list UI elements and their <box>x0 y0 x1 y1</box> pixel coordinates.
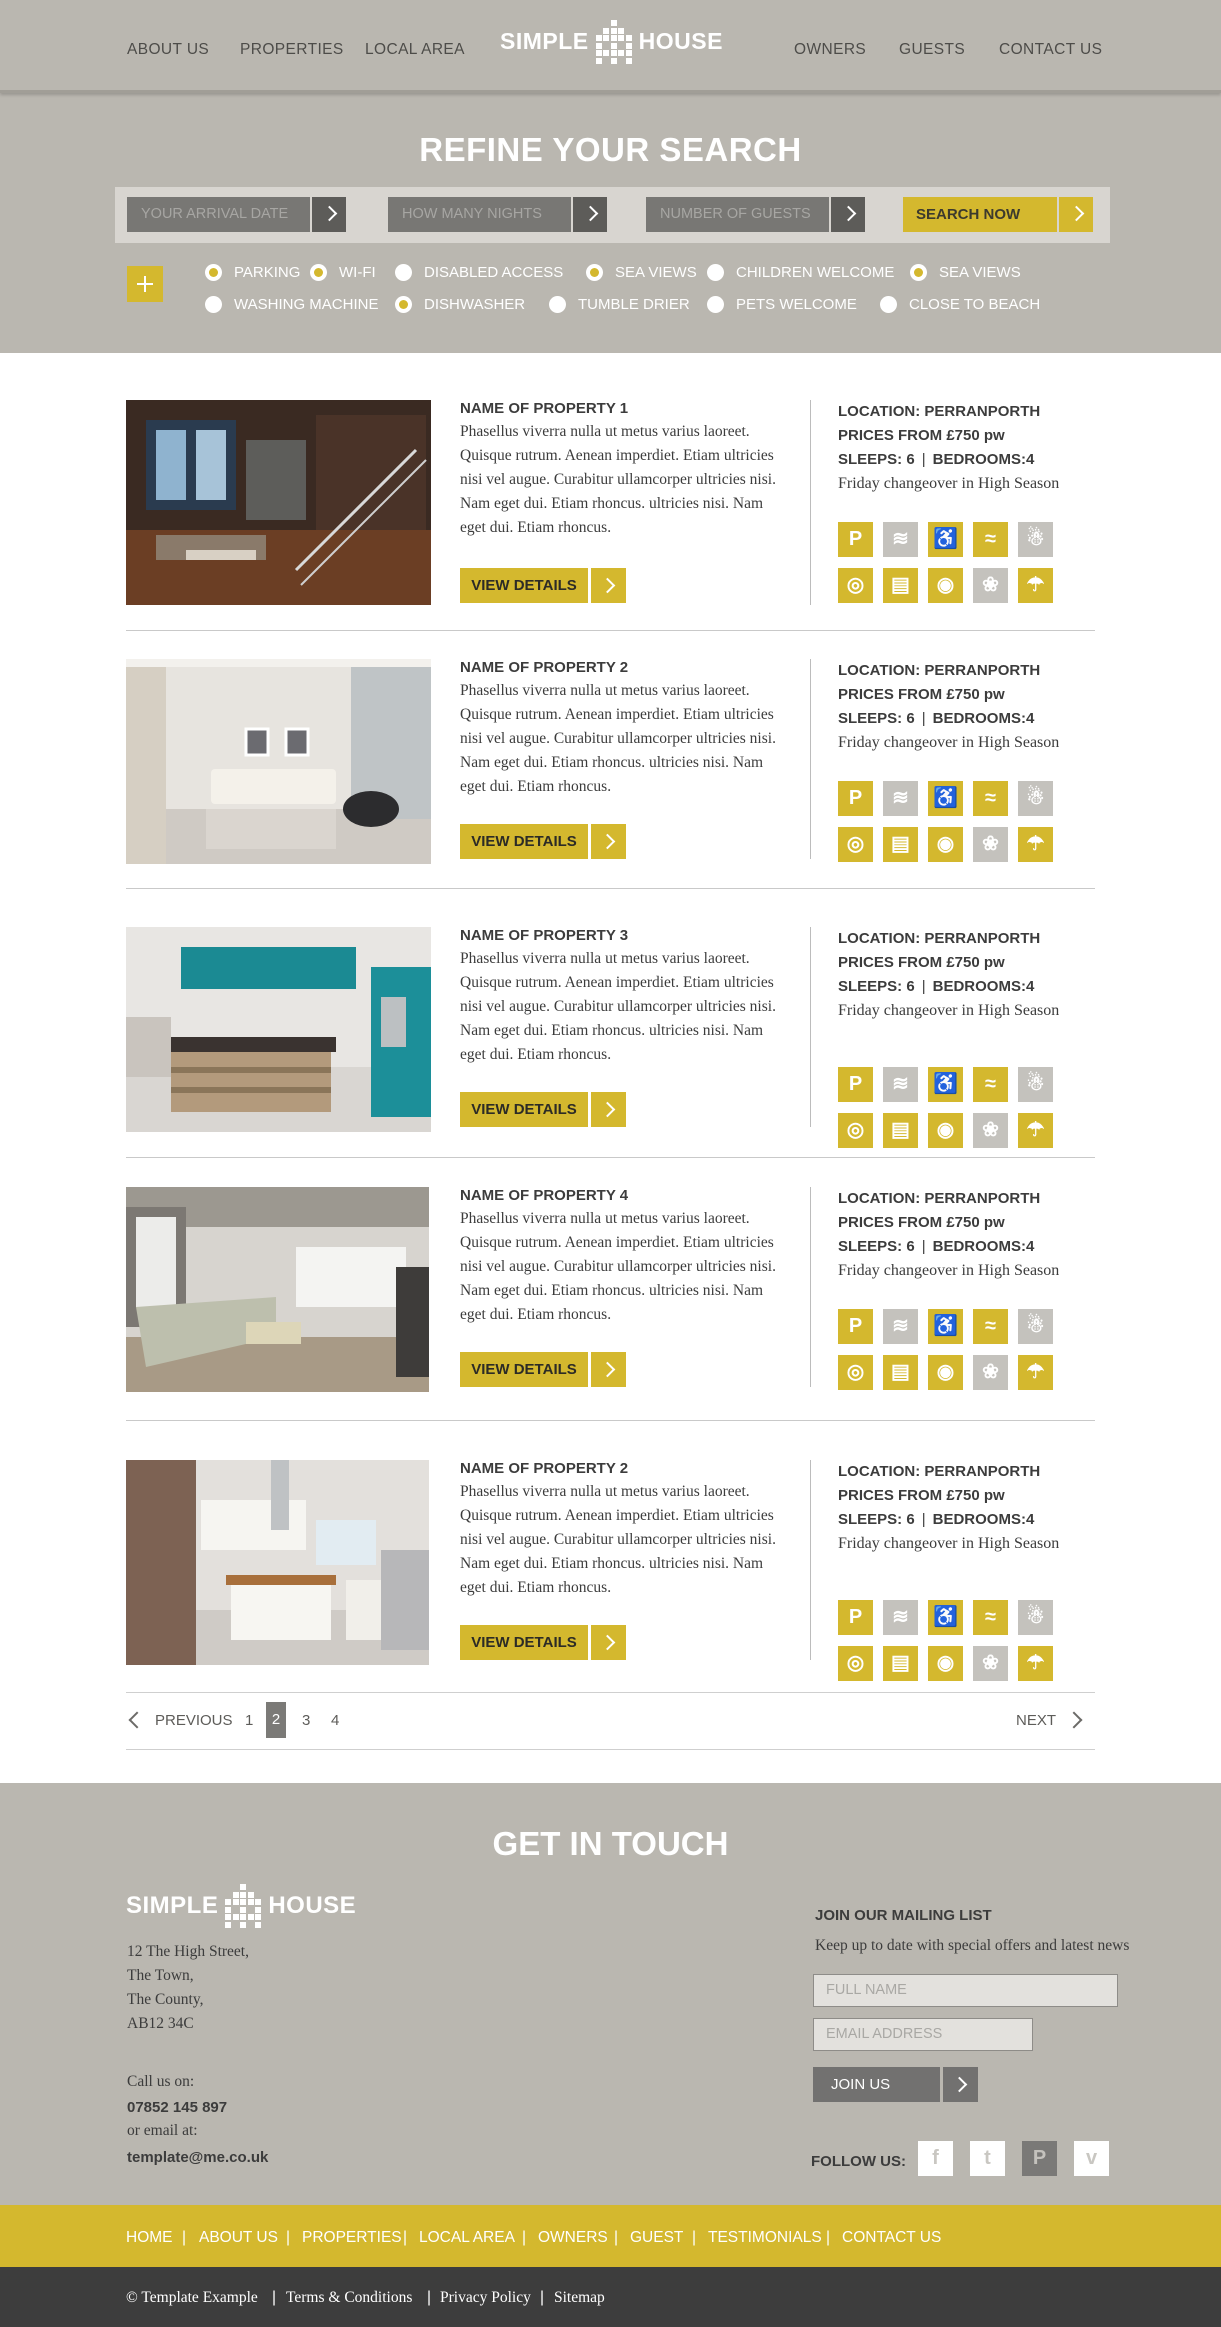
view-details-label: VIEW DETAILS <box>460 824 588 859</box>
property-bedrooms: BEDROOMS:4 <box>932 451 1035 468</box>
parking-icon: P <box>838 781 873 816</box>
property-location: LOCATION: PERRANPORTH <box>838 1190 1041 1207</box>
property-sleeps-bedrooms <box>838 448 1059 472</box>
address-line-2: The Town, <box>127 1967 194 1984</box>
parking-icon: P <box>838 1309 873 1344</box>
property-info <box>838 927 1059 1023</box>
tumble-drier-icon: ◉ <box>928 1355 963 1390</box>
property-prices: PRICES FROM £750 pw <box>838 1487 1005 1504</box>
pagination-top-line <box>126 1692 1095 1693</box>
column-divider <box>810 1460 811 1660</box>
view-details-label: VIEW DETAILS <box>460 1352 588 1387</box>
property-title[interactable]: NAME OF PROPERTY 2 <box>460 1460 629 1477</box>
property-sleeps-bedrooms <box>838 1508 1059 1532</box>
wifi-icon: ≋ <box>883 522 918 557</box>
wifi-icon: ≋ <box>883 1067 918 1102</box>
property-bedrooms: BEDROOMS:4 <box>932 1238 1035 1255</box>
nav-about-us[interactable]: ABOUT US <box>127 41 210 58</box>
legal-bar <box>0 2267 1221 2327</box>
view-details-button[interactable] <box>460 1092 626 1127</box>
sitemap-link[interactable]: Sitemap <box>554 2289 605 2306</box>
filter-washing-machine[interactable] <box>205 296 378 313</box>
filter-radio[interactable] <box>586 264 603 281</box>
property-location: LOCATION: PERRANPORTH <box>838 662 1041 679</box>
sea-view-icon: ≈ <box>973 522 1008 557</box>
footer-nav-separator: | <box>286 2229 291 2246</box>
sea-view-icon: ≈ <box>973 781 1008 816</box>
washing-machine-icon: ◎ <box>838 1355 873 1390</box>
family-icon: ☃ <box>1018 781 1053 816</box>
arrow-right-icon[interactable] <box>591 568 626 603</box>
footer-nav-owners[interactable]: OWNERS <box>538 2229 608 2246</box>
view-details-label: VIEW DETAILS <box>460 1092 588 1127</box>
sea-view-icon: ≈ <box>973 1600 1008 1635</box>
property-photo[interactable] <box>126 1187 429 1392</box>
property-title[interactable]: NAME OF PROPERTY 4 <box>460 1187 629 1204</box>
arrow-right-icon[interactable] <box>591 824 626 859</box>
property-changeover: Friday changeover in High Season <box>838 1535 1060 1552</box>
pinterest-icon[interactable]: P <box>1022 2141 1057 2176</box>
tumble-drier-icon: ◉ <box>928 827 963 862</box>
property-photo-image <box>126 659 431 864</box>
property-description: Phasellus viverra nulla ut metus varius laoreet. Quisque rutrum. Aenean imperdiet. Etiam ultricies nisi vel augue. Curabitur ullamcorper ultricies nisi. Nam eget dui. Etiam rhoncus. ultricies nisi. Nam eget dui. Etiam rhoncus. <box>460 423 776 536</box>
filter-pets-welcome[interactable] <box>707 296 857 313</box>
parking-icon: P <box>838 1067 873 1102</box>
filter-label: CLOSE TO BEACH <box>909 296 1041 313</box>
column-divider <box>810 659 811 859</box>
property-prices: PRICES FROM £750 pw <box>838 954 1005 971</box>
family-icon: ☃ <box>1018 1309 1053 1344</box>
property-info <box>838 1187 1059 1283</box>
house-logo-icon <box>596 20 632 64</box>
nights-input[interactable]: HOW MANY NIGHTS <box>388 197 571 232</box>
dishwasher-icon: ▤ <box>883 827 918 862</box>
footer-logo[interactable] <box>126 1884 356 1928</box>
dishwasher-icon: ▤ <box>883 568 918 603</box>
property-changeover: Friday changeover in High Season <box>838 734 1060 751</box>
paw-icon: ❀ <box>973 568 1008 603</box>
filter-label: CHILDREN WELCOME <box>736 264 895 281</box>
filter-dishwasher[interactable] <box>395 296 525 313</box>
view-details-label: VIEW DETAILS <box>460 568 588 603</box>
filter-close-to-beach[interactable] <box>880 296 1040 313</box>
property-sleeps-bedrooms <box>838 975 1059 999</box>
arrow-right-icon[interactable] <box>591 1092 626 1127</box>
mailing-list-text: Keep up to date with special offers and latest news <box>815 1937 1130 1954</box>
facebook-icon[interactable]: f <box>918 2141 953 2176</box>
property-info <box>838 400 1059 496</box>
pagination-page-3[interactable]: 3 <box>302 1712 311 1729</box>
pagination-page-4[interactable]: 4 <box>331 1712 340 1729</box>
search-section <box>0 93 1221 353</box>
footer-nav-separator: | <box>826 2229 831 2246</box>
property-listing <box>126 1460 1095 1674</box>
info-separator: | <box>921 1238 926 1255</box>
house-logo-icon <box>225 1884 261 1928</box>
wheelchair-icon: ♿ <box>928 1309 963 1344</box>
dishwasher-icon: ▤ <box>883 1355 918 1390</box>
filter-label: PARKING <box>234 264 301 281</box>
terms-link[interactable]: Terms & Conditions <box>286 2289 413 2306</box>
nav-owners[interactable]: OWNERS <box>794 41 867 58</box>
guests-input[interactable]: NUMBER OF GUESTS <box>646 197 829 232</box>
tumble-drier-icon: ◉ <box>928 1113 963 1148</box>
footer-nav-separator: | <box>692 2229 697 2246</box>
search-title: REFINE YOUR SEARCH <box>419 131 802 168</box>
footer-nav-testimonials[interactable]: TESTIMONIALS <box>708 2229 822 2246</box>
email-address-input[interactable]: EMAIL ADDRESS <box>813 2018 1033 2051</box>
property-photo-image <box>126 1460 429 1665</box>
address-line-4: AB12 34C <box>127 2015 194 2032</box>
filter-label: WASHING MACHINE <box>234 296 379 313</box>
paw-icon: ❀ <box>973 1113 1008 1148</box>
paw-icon: ❀ <box>973 1646 1008 1681</box>
filter-label: WI-FI <box>339 264 376 281</box>
filter-radio[interactable] <box>880 296 897 313</box>
guests-arrow-button[interactable] <box>829 197 865 232</box>
footer-nav-about-us[interactable]: ABOUT US <box>199 2229 278 2246</box>
search-now-arrow-button[interactable] <box>1057 197 1093 232</box>
washing-machine-icon: ◎ <box>838 827 873 862</box>
legal-separator: | <box>272 2289 277 2306</box>
property-bedrooms: BEDROOMS:4 <box>932 978 1035 995</box>
dishwasher-icon: ▤ <box>883 1646 918 1681</box>
footer-nav-home[interactable]: HOME <box>126 2229 173 2246</box>
property-location: LOCATION: PERRANPORTH <box>838 930 1041 947</box>
info-separator: | <box>921 710 926 727</box>
property-sleeps: SLEEPS: 6 <box>838 451 915 468</box>
beach-icon: ☂ <box>1018 1646 1053 1681</box>
washing-machine-icon: ◎ <box>838 1113 873 1148</box>
wifi-icon: ≋ <box>883 1309 918 1344</box>
listing-separator <box>126 888 1095 889</box>
sea-view-icon: ≈ <box>973 1309 1008 1344</box>
paw-icon: ❀ <box>973 1355 1008 1390</box>
follow-us-label: FOLLOW US: <box>811 2153 906 2170</box>
filter-radio[interactable] <box>310 264 327 281</box>
property-changeover: Friday changeover in High Season <box>838 1002 1060 1019</box>
filter-children-welcome[interactable] <box>707 264 894 281</box>
property-photo-image <box>126 927 431 1132</box>
filter-radio[interactable] <box>205 264 222 281</box>
filter-label: SEA VIEWS <box>615 264 697 281</box>
property-prices: PRICES FROM £750 pw <box>838 427 1005 444</box>
pagination-next[interactable]: NEXT <box>1016 1712 1057 1729</box>
listing-separator <box>126 630 1095 631</box>
search-now-button[interactable]: SEARCH NOW <box>903 197 1057 232</box>
tumble-drier-icon: ◉ <box>928 568 963 603</box>
filter-radio[interactable] <box>707 296 724 313</box>
property-description: Phasellus viverra nulla ut metus varius laoreet. Quisque rutrum. Aenean imperdiet. Etiam ultricies nisi vel augue. Curabitur ullamcorper ultricies nisi. Nam eget dui. Etiam rhoncus. ultricies nisi. Nam eget dui. Etiam rhoncus. <box>460 950 776 1063</box>
tumble-drier-icon: ◉ <box>928 1646 963 1681</box>
arrival-date-input[interactable]: YOUR ARRIVAL DATE <box>127 197 310 232</box>
address-line-3: The County, <box>127 1991 204 2008</box>
view-details-button[interactable] <box>460 1352 626 1387</box>
wheelchair-icon: ♿ <box>928 1600 963 1635</box>
paw-icon: ❀ <box>973 827 1008 862</box>
address-line-1: 12 The High Street, <box>127 1943 249 1960</box>
filter-sea-views-2[interactable] <box>910 264 1021 281</box>
filter-label: SEA VIEWS <box>939 264 1021 281</box>
property-photo[interactable] <box>126 1460 429 1665</box>
property-info <box>838 1460 1059 1556</box>
property-location: LOCATION: PERRANPORTH <box>838 1463 1041 1480</box>
chevron-left-icon[interactable] <box>129 1712 146 1729</box>
beach-icon: ☂ <box>1018 568 1053 603</box>
footer-nav-separator: | <box>614 2229 619 2246</box>
filter-radio[interactable] <box>205 296 222 313</box>
property-title[interactable]: NAME OF PROPERTY 2 <box>460 659 629 676</box>
nav-guests[interactable]: GUESTS <box>899 41 966 58</box>
property-sleeps-bedrooms <box>838 707 1059 731</box>
filter-radio[interactable] <box>395 296 412 313</box>
property-sleeps: SLEEPS: 6 <box>838 1238 915 1255</box>
filter-label: DISABLED ACCESS <box>424 264 564 281</box>
property-photo-image <box>126 1187 429 1392</box>
email-link[interactable]: template@me.co.uk <box>127 2149 269 2166</box>
family-icon: ☃ <box>1018 1600 1053 1635</box>
property-bedrooms: BEDROOMS:4 <box>932 1511 1035 1528</box>
property-bedrooms: BEDROOMS:4 <box>932 710 1035 727</box>
column-divider <box>810 1187 811 1387</box>
filter-label: PETS WELCOME <box>736 296 857 313</box>
property-sleeps: SLEEPS: 6 <box>838 710 915 727</box>
filter-disabled-access[interactable] <box>395 264 563 281</box>
twitter-icon[interactable]: t <box>970 2141 1005 2176</box>
property-prices: PRICES FROM £750 pw <box>838 686 1005 703</box>
property-title[interactable]: NAME OF PROPERTY 3 <box>460 927 629 944</box>
call-label: Call us on: <box>127 2073 195 2090</box>
property-listing <box>126 927 1095 1141</box>
filter-radio[interactable] <box>395 264 412 281</box>
arrow-right-icon[interactable] <box>591 1352 626 1387</box>
property-photo[interactable] <box>126 400 431 605</box>
nav-properties[interactable]: PROPERTIES <box>240 41 344 58</box>
property-description: Phasellus viverra nulla ut metus varius laoreet. Quisque rutrum. Aenean imperdiet. Etiam ultricies nisi vel augue. Curabitur ullamcorper ultricies nisi. Nam eget dui. Etiam rhoncus. ultricies nisi. Nam eget dui. Etiam rhoncus. <box>460 1210 776 1323</box>
family-icon: ☃ <box>1018 1067 1053 1102</box>
pagination-page-current[interactable]: 2 <box>266 1702 286 1738</box>
logo-text-right: HOUSE <box>268 1891 357 1919</box>
property-sleeps: SLEEPS: 6 <box>838 978 915 995</box>
property-description: Phasellus viverra nulla ut metus varius laoreet. Quisque rutrum. Aenean imperdiet. Etiam ultricies nisi vel augue. Curabitur ullamcorper ultricies nisi. Nam eget dui. Etiam rhoncus. ultricies nisi. Nam eget dui. Etiam rhoncus. <box>460 682 776 795</box>
dishwasher-icon: ▤ <box>883 1113 918 1148</box>
filter-parking[interactable] <box>205 264 300 281</box>
view-details-button[interactable] <box>460 824 626 859</box>
view-details-label: VIEW DETAILS <box>460 1625 588 1660</box>
listing-separator <box>126 1157 1095 1158</box>
beach-icon: ☂ <box>1018 1355 1053 1390</box>
arrow-right-icon[interactable] <box>591 1625 626 1660</box>
nights-arrow-button[interactable] <box>571 197 607 232</box>
pagination-bottom-line <box>126 1749 1095 1750</box>
copyright-text: © Template Example <box>126 2289 258 2306</box>
property-changeover: Friday changeover in High Season <box>838 475 1060 492</box>
pagination-page-1[interactable]: 1 <box>245 1712 254 1729</box>
property-listing <box>126 400 1095 610</box>
property-photo-image <box>126 400 431 605</box>
wheelchair-icon: ♿ <box>928 1067 963 1102</box>
filter-label: DISHWASHER <box>424 296 526 313</box>
property-sleeps: SLEEPS: 6 <box>838 1511 915 1528</box>
footer-nav-contact-us[interactable]: CONTACT US <box>842 2229 942 2246</box>
pagination-previous[interactable]: PREVIOUS <box>155 1712 233 1729</box>
filter-tumble-drier[interactable] <box>549 296 690 313</box>
property-changeover: Friday changeover in High Season <box>838 1262 1060 1279</box>
filter-wifi[interactable] <box>310 264 376 281</box>
footer-nav-separator: | <box>522 2229 527 2246</box>
wheelchair-icon: ♿ <box>928 781 963 816</box>
arrival-arrow-button[interactable] <box>310 197 346 232</box>
legal-separator: | <box>540 2289 545 2306</box>
footer-nav-local-area[interactable]: LOCAL AREA <box>419 2229 515 2246</box>
logo-text-right: HOUSE <box>638 28 723 55</box>
footer-nav-properties[interactable]: PROPERTIES <box>302 2229 402 2246</box>
property-listing <box>126 1187 1095 1397</box>
contact-section <box>0 1783 1221 2205</box>
mailing-list-title: JOIN OUR MAILING LIST <box>815 1907 992 1924</box>
filter-radio[interactable] <box>910 264 927 281</box>
property-listing <box>126 659 1095 869</box>
sea-view-icon: ≈ <box>973 1067 1008 1102</box>
filter-radio[interactable] <box>707 264 724 281</box>
property-photo[interactable] <box>126 927 431 1132</box>
property-info <box>838 659 1059 755</box>
chevron-right-icon[interactable] <box>1066 1712 1083 1729</box>
join-us-button[interactable]: JOIN US <box>813 2067 940 2102</box>
logo-text-left: SIMPLE <box>500 28 589 55</box>
wheelchair-icon: ♿ <box>928 522 963 557</box>
info-separator: | <box>921 1511 926 1528</box>
legal-separator: | <box>427 2289 432 2306</box>
property-description: Phasellus viverra nulla ut metus varius laoreet. Quisque rutrum. Aenean imperdiet. Etiam ultricies nisi vel augue. Curabitur ullamcorper ultricies nisi. Nam eget dui. Etiam rhoncus. ultricies nisi. Nam eget dui. Etiam rhoncus. <box>460 1483 776 1596</box>
beach-icon: ☂ <box>1018 827 1053 862</box>
full-name-input[interactable]: FULL NAME <box>813 1974 1118 2007</box>
footer-nav-separator: | <box>403 2229 408 2246</box>
beach-icon: ☂ <box>1018 1113 1053 1148</box>
nav-local-area[interactable]: LOCAL AREA <box>365 41 465 58</box>
wifi-icon: ≋ <box>883 1600 918 1635</box>
info-separator: | <box>921 978 926 995</box>
view-details-button[interactable] <box>460 568 626 603</box>
contact-title: GET IN TOUCH <box>492 1825 729 1862</box>
vimeo-icon[interactable]: v <box>1074 2141 1109 2176</box>
washing-machine-icon: ◎ <box>838 568 873 603</box>
property-prices: PRICES FROM £750 pw <box>838 1214 1005 1231</box>
footer-nav-guest[interactable]: GUEST <box>630 2229 684 2246</box>
filter-label: TUMBLE DRIER <box>578 296 690 313</box>
logo-text-left: SIMPLE <box>126 1891 219 1919</box>
wifi-icon: ≋ <box>883 781 918 816</box>
property-sleeps-bedrooms <box>838 1235 1059 1259</box>
column-divider <box>810 400 811 605</box>
phone-number[interactable]: 07852 145 897 <box>127 2099 228 2116</box>
nav-contact-us[interactable]: CONTACT US <box>999 41 1103 58</box>
parking-icon: P <box>838 1600 873 1635</box>
more-filters-plus-icon[interactable] <box>127 266 163 302</box>
listing-separator <box>126 1420 1095 1421</box>
email-label: or email at: <box>127 2122 198 2139</box>
property-photo[interactable] <box>126 659 431 864</box>
filter-radio[interactable] <box>549 296 566 313</box>
filter-sea-views[interactable] <box>586 264 697 281</box>
column-divider <box>810 927 811 1127</box>
parking-icon: P <box>838 522 873 557</box>
info-separator: | <box>921 451 926 468</box>
site-header <box>0 0 1221 93</box>
washing-machine-icon: ◎ <box>838 1646 873 1681</box>
footer-nav-bar <box>0 2205 1221 2267</box>
property-title[interactable]: NAME OF PROPERTY 1 <box>460 400 629 417</box>
site-logo[interactable] <box>500 20 723 64</box>
footer-nav-separator: | <box>182 2229 187 2246</box>
join-us-arrow-button[interactable] <box>943 2067 978 2102</box>
privacy-link[interactable]: Privacy Policy <box>440 2289 531 2306</box>
family-icon: ☃ <box>1018 522 1053 557</box>
property-location: LOCATION: PERRANPORTH <box>838 403 1041 420</box>
search-bar <box>115 187 1110 243</box>
view-details-button[interactable] <box>460 1625 626 1660</box>
